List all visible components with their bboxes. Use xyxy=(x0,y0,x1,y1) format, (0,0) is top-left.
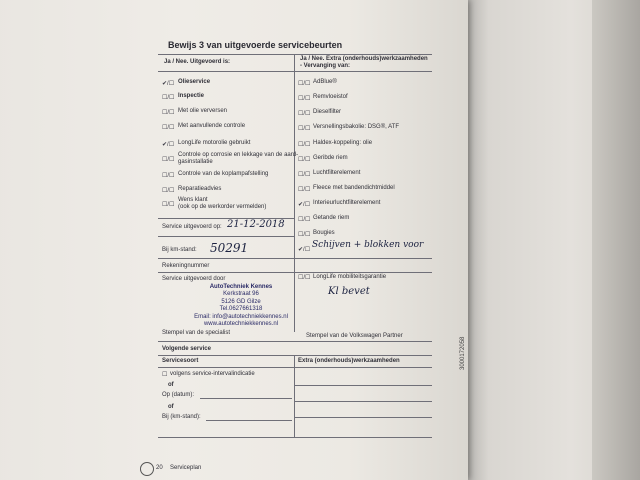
or-label: of xyxy=(168,404,174,410)
left-item: Inspectie xyxy=(178,93,205,99)
left-item: Controle op corrosie en lekkage van de aard- xyxy=(178,152,299,158)
check-box[interactable]: ☐/☐ xyxy=(162,188,175,194)
table-top-line xyxy=(158,54,432,55)
extra-work-header: Extra (onderhouds)werkzaamheden xyxy=(298,358,400,364)
stamp-line: Kerkstraat 96 xyxy=(223,291,259,298)
performed-by-label: Service uitgevoerd door xyxy=(162,276,226,282)
check-box[interactable]: ☐/☐ xyxy=(298,217,311,223)
stamp-line: www.autotechniekkennes.nl xyxy=(203,321,279,328)
km-value: 50291 xyxy=(210,241,249,255)
invoice-label: Rekeningnummer xyxy=(162,263,210,269)
check-box[interactable]: ☐/☐ xyxy=(298,111,311,117)
write-line xyxy=(294,417,432,418)
check-box[interactable]: ☐ xyxy=(162,372,168,378)
left-item: Met olie verversen xyxy=(178,108,228,114)
right-item: Remvloeistof xyxy=(313,94,348,100)
left-item: Reparatieadvies xyxy=(178,186,222,192)
km-next-label: Bij (km-stand): xyxy=(162,414,201,420)
or-label: of xyxy=(168,382,174,388)
service-date-label: Service uitgevoerd op: xyxy=(162,224,222,230)
check-box[interactable]: ✔/☐ xyxy=(162,142,175,148)
check-box[interactable]: ☐/☐ xyxy=(298,126,311,132)
specialist-stamp-label: Stempel van de specialist xyxy=(162,330,231,336)
footer-label: Serviceplan xyxy=(170,465,202,471)
right-item: Interieurluchtfilterelement xyxy=(313,200,381,206)
row-line xyxy=(158,258,432,259)
section-divider xyxy=(158,341,432,342)
stamp-line: AutoTechniek Kennes xyxy=(209,284,273,290)
row-line xyxy=(158,236,294,237)
check-box[interactable]: ☐/☐ xyxy=(162,125,175,131)
stamp-line: Tel.0627661318 xyxy=(219,306,263,313)
dealer-stamp xyxy=(186,284,296,328)
table-bottom-line xyxy=(158,437,432,438)
right-item: Getande riem xyxy=(313,215,350,221)
right-item: Luchtfilterelement xyxy=(313,170,361,176)
stamp-line: 5126 GD Gilze xyxy=(221,298,261,305)
row-line xyxy=(158,355,432,356)
check-box[interactable]: ☐/☐ xyxy=(298,142,311,148)
partner-stamp-label: Stempel van de Volkswagen Partner xyxy=(306,333,403,339)
write-line xyxy=(206,420,292,421)
footer-page-number: 20 xyxy=(156,465,163,471)
side-code: 3000172058 xyxy=(460,336,466,370)
right-item: Haldex-koppeling: olie xyxy=(313,140,373,146)
next-service-header: Volgende service xyxy=(162,346,211,352)
write-line xyxy=(294,401,432,402)
left-item: LongLife motorolie gebruikt xyxy=(178,140,251,146)
check-box[interactable]: ✔/☐ xyxy=(298,202,311,208)
right-item: Bougies xyxy=(313,230,335,236)
write-line xyxy=(200,398,292,399)
column-divider xyxy=(294,355,295,437)
row-line xyxy=(158,272,432,273)
check-box[interactable]: ☐/☐ xyxy=(162,95,175,101)
check-box[interactable]: ☐/☐ xyxy=(298,232,311,238)
check-box[interactable]: ☐/☐ xyxy=(298,275,311,281)
check-box[interactable]: ☐/☐ xyxy=(162,202,175,208)
check-box[interactable]: ☐/☐ xyxy=(162,110,175,116)
left-item: Olieservice xyxy=(178,79,211,85)
interval-indicator-label: volgens service-intervalindicatie xyxy=(170,371,255,377)
service-date-value: 21-12-2018 xyxy=(227,219,285,230)
left-item: Wens klant xyxy=(178,197,208,203)
left-item: Controle van de koplampafstelling xyxy=(178,171,269,177)
check-box[interactable]: ☐/☐ xyxy=(298,157,311,163)
extra-work-handwritten: Schijven + blokken voor xyxy=(312,240,424,250)
page-edge xyxy=(592,0,640,480)
check-box[interactable]: ☐/☐ xyxy=(162,173,175,179)
km-label: Bij km-stand: xyxy=(162,247,197,253)
service-type-header: Servicesoort xyxy=(162,358,199,364)
vw-logo-icon xyxy=(140,462,154,476)
check-box[interactable]: ✔/☐ xyxy=(298,247,311,253)
right-item: Dieselfilter xyxy=(313,109,342,115)
check-box[interactable]: ✔/☐ xyxy=(162,81,175,87)
left-item: (ook op de werkorder vermelden) xyxy=(178,204,267,210)
mobility-guarantee-label: LongLife mobiliteitsgarantie xyxy=(313,274,387,280)
right-column-header: Ja / Nee. Extra (onderhouds)werkzaamheden - Vervanging van: xyxy=(300,56,428,69)
mobility-handwritten: Kl bevet xyxy=(328,286,370,297)
write-line xyxy=(294,385,432,386)
left-column-header: Ja / Nee. Uitgevoerd is: xyxy=(164,59,231,65)
header-divider xyxy=(158,71,432,72)
date-label: Op (datum): xyxy=(162,392,195,398)
right-item: AdBlue® xyxy=(313,79,337,85)
check-box[interactable]: ☐/☐ xyxy=(298,172,311,178)
row-line xyxy=(158,367,432,368)
right-item: Versnellingsbakolie: DSG®, ATF xyxy=(313,124,400,130)
right-item: Geribde riem xyxy=(313,155,348,161)
check-box[interactable]: ☐/☐ xyxy=(298,96,311,102)
stamp-line: Email: info@autotechniekkennes.nl xyxy=(194,313,288,320)
check-box[interactable]: ☐/☐ xyxy=(162,157,175,163)
page-title: Bewijs 3 van uitgevoerde servicebeurten xyxy=(168,40,343,50)
check-box[interactable]: ☐/☐ xyxy=(298,81,311,87)
check-box[interactable]: ☐/☐ xyxy=(298,187,311,193)
left-item: Met aanvullende controle xyxy=(178,123,246,129)
left-item: gasinstallatie xyxy=(178,159,213,165)
right-item: Fleece met bandendichtmiddel xyxy=(313,185,395,191)
